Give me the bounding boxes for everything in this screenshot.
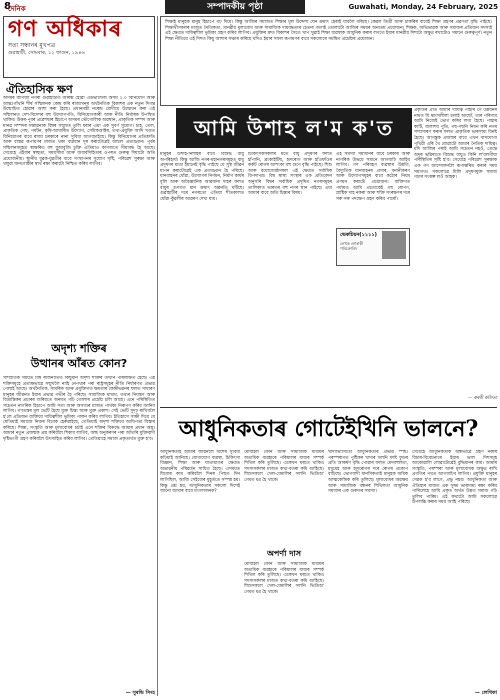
article-column-top: মোবাইল ফোন আৰু সামাজিক মাধ্যমৰ অত্যধিক ব্যৱহাৰে পৰিয়ালৰ মাজৰ সম্পৰ্ক শিথিল কৰি তুলিছে। একেখন ঘৰতে থাকিও সদস্যসকলৰ মাজত কথা-বতৰা কমি আহিছে। শিশুসকলে খেল-ধেমালিৰ সলনি ভিডিঅ' গেমত মগ্ন হৈ থাকে। [244,450,324,483]
article-end-mark: — লেখিকা [474,690,497,696]
page-number: 8 [4,1,11,12]
article-title: আধুনিকতাৰ গোটেইখিনি ভালনে? [178,416,479,442]
byline-subtext: লেখক এগৰাকী পৰিৱেশবিদ [340,241,364,251]
left-headline-line1: অদৃশ্য শক্তিৰ [51,342,107,355]
masthead-title: গণ অধিকাৰ [8,16,123,42]
article-column: সেয়েহে আধুনিকতাক অন্ধভাৱে গ্ৰহণ নকৰি বিচাৰ-বিবেচনাৰে ইয়াৰ ভাল দিশসমূহ আকোৱালি লোৱাটোৱেই বুদ্ধিমানৰ কাম। আমাৰ সংস্কৃতি, পৰম্পৰা আৰু মূল্যবোধক অক্ষুণ্ণ ৰাখি প্ৰগতিৰ পথত আগবাঢ়িব লাগিব। প্ৰযুক্তি মানুহৰ সেৱক হ'ব লাগে, প্ৰভু নহয়। আধুনিকতা আৰু ঐতিহ্যৰ মাজত এক সুষম ভাৰসাম্য ৰক্ষা কৰিব পাৰিলেহে আমি প্ৰকৃত অৰ্থত উন্নত সমাজ গঢ়ি তুলিব পাৰিম। এই কথাটো আমি সকলোৱে উপলব্ধি কৰাৰ সময় আহি পৰিছে। [412,450,497,506]
left-article-body: সাম্প্ৰতিক সময়ত বিশ্ব ৰাজনীতিত কিছুমান অদৃশ্য শক্তিৰ উত্থান পৰিলক্ষিত হৈছে। এই শক্তিসমূহে প্ৰত্যক্ষভাৱে সন্মুখলৈ নাহি নেপথ্যৰ পৰা ৰাষ্ট্ৰসমূহৰ নীতি নিৰ্ধাৰণত প্ৰভাৱ পেলাই আছে। অৰ্থনৈতিক, সামৰিক আৰু প্ৰযুক্তিগত ক্ষমতাৰ কেন্দ্ৰীভৱনৰ ফলত সাধাৰণ মানুহৰ জীৱনত ইয়াৰ প্ৰভাৱ গভীৰ হৈ পৰিছে। সামাজিক মাধ্যম, তথ্যৰ নিয়ন্ত্ৰণ আৰু বিভ্ৰান্তিকৰ প্ৰচাৰৰ জৰিয়তে জনমত গঢ়ি তোলাৰ প্ৰচেষ্টা চলি আছে। এনে পৰিস্থিতিত সচেতন নাগৰিক হিচাপে আমি সত্য আৰু অসত্যৰ মাজত পাৰ্থক্য নিৰূপণ কৰিব জানিব লাগিব। গণতন্ত্ৰৰ মূল ভেটি হৈছে মুক্ত চিন্তা আৰু মুক্ত প্ৰকাশ। সেই ভেটি সুদৃঢ় ৰাখিবলৈ হ'লে প্ৰতিজন ব্যক্তিয়ে দায়িত্বশীল ভূমিকা পালন কৰিব লাগিব। ইতিহাসে সাক্ষী দিয়ে যে যেতিয়াই সমাজে নিজৰ বিবেক হেৰুৱাইছে, তেতিয়াই অদৃশ্য শক্তিয়ে আধিপত্য বিস্তাৰ কৰিছে। শিক্ষা, সংস্কৃতি আৰু মূল্যবোধৰ চৰ্চাই এনে শক্তিৰ বিৰুদ্ধে আমাৰ প্ৰধান অস্ত্ৰ। আমাৰ নতুন প্ৰজন্মক প্ৰশ্ন কৰিবলৈ শিকাব লাগিব, অন্ধ অনুকৰণৰ পৰা আঁতৰি যুক্তিবাদী দৃষ্টিভংগী গ্ৰহণ কৰিবলৈ উৎসাহিত কৰিব লাগিব। তেতিয়াহে সমাজ প্ৰকৃতাৰ্থত মুক্ত হ'ব। [3,376,155,442]
masthead-info: গুৱাহাটী, সোমবাৰ, ১২ ফাগুন, ১৯৪৬ [8,50,85,56]
masthead-daily: দৈনিক [8,5,26,13]
date-line: Guwahati, Monday, 24 February, 2025 [348,3,498,11]
history-column-title: ঐতিহাসিক ক্ষণ [6,83,73,96]
history-column-body: অসমৰ বাণিজ্য নগৰী গুৱাহাটীত আৰম্ভ হোৱা এডভান্টেজ অসম ২.০ বিনিয়োগ আৰু আন্তঃগাঁথনি শীৰ্ষ সন্মিলনক কেন্দ্ৰ কৰি ৰাজ্যখনৰ অৰ্থনৈতিক বিকাশৰ এক নতুন দিগন্ত উন্মোচিত হোৱাৰ আশা কৰা হৈছে। প্ৰধানমন্ত্ৰী নৰেন্দ্ৰ মোদীয়ে উদ্বোধন কৰা এই সন্মিলনত দেশ-বিদেশৰ বহু উদ্যোগপতি, বিনিয়োগকাৰী আৰু নীতি নিৰ্ধাৰক উপস্থিত থাকিব। উত্তৰ-পূবৰ প্ৰৱেশদ্বাৰ হিচাপে অসমৰ ভৌগোলিক অৱস্থান, প্ৰাকৃতিক সম্পদ আৰু মানৱ সম্পদৰ সম্ভাৱনাক বিশ্বৰ সন্মুখত তুলি ধৰাৰ এয়া এক সুবৰ্ণ সুযোগ। চাহ, তেল, প্ৰাকৃতিক গেছ, পৰ্যটন, কৃষি-আধাৰিত উদ্যোগ, সেমিকণ্ডাক্টৰ, তথ্য-প্ৰযুক্তি আদি খণ্ডত বিনিয়োগৰ বাবে ৰাজ্য চৰকাৰে নানা সুবিধা আগবঢ়াইছে। কিন্তু বিনিয়োগৰ প্ৰতিশ্ৰুতি আৰু বাস্তৱ ৰূপায়ণৰ মাজত থকা ব্যৱধান দূৰ কৰাটোৱেই আচল প্ৰত্যাহ্বান। পূৰ্বৰ সন্মিলনসমূহত স্বাক্ষৰিত বহু বুজাবুজি চুক্তি এতিয়াও কাগজতে সীমাবদ্ধ হৈ আছে। সেয়েহে এইবাৰ স্বচ্ছতা, সময়সীমা আৰু জবাবদিহিতাৰ ওপৰত গুৰুত্ব দিয়াটো অতি প্ৰয়োজনীয়। স্থানীয় যুৱক-যুৱতীৰ বাবে সংস্থাপনৰ সুযোগ সৃষ্টি, পৰিৱেশ সুৰক্ষা আৰু থলুৱা জনগোষ্ঠীৰ স্বাৰ্থ ৰক্ষা কৰাটো নিশ্চিত কৰিব লাগিব। [3,96,155,167]
article-column: আধুনিকতাই আমাৰ জীৱনলৈ অশেষ সুবিধা কঢ়িয়াই আনিছে। যোগাযোগ ব্যৱস্থা, চিকিৎসা বিজ্ঞান, শিক্ষা আৰু যাতায়াতৰ ক্ষেত্ৰত অভাৱনীয় পৰিৱৰ্তন সাধিত হৈছে। এসময়ত যিবোৰ কাম কৰিবলৈ দিনৰ পিছত দিন লাগিছিল, আজি সেইবোৰ মুহূৰ্ততে সম্পন্ন হয়। কিন্তু প্ৰশ্ন হয়, আধুনিকতাৰ সকলো দিশেই জানো আমাৰ বাবে মংগলজনক? [160,450,240,495]
left-headline-line2: উত্থানৰ আঁৰত কোন? [30,357,128,370]
article-signoff: — কৰবী কলিতা [467,396,497,401]
section-rule [160,407,497,408]
left-article-author: — সুৰভি সিংহ [125,690,155,696]
column-divider [157,16,158,696]
author-photo [382,231,406,259]
article-title: আমি উশাহ ল'ম ক'ত [193,116,395,140]
article-column: খাদ্যাভ্যাসতো আধুনিকতাৰ প্ৰভাৱ স্পষ্ট। পৰম্পৰাগত পুষ্টিকৰ খাদ্যৰ সলনি ফাষ্ট ফুডৰ প্ৰতি আকৰ্ষণ বৃদ্ধি পোৱাৰ ফলত মেদবহুলতা, মধুমেহ আৰু হৃদৰোগৰ দৰে ৰোগৰ প্ৰকোপ বাঢ়িছে। ভোগবাদী মানসিকতাই মানুহক অধিক আত্মকেন্দ্ৰিক কৰি তুলিছে। মূল্যবোধৰ অৱক্ষয় আৰু সামাজিক বন্ধনৰ শিথিলতা আধুনিক সমাজৰ এক গুৰুতৰ সমস্যা। [328,450,408,495]
article-column: চিকিৎসকসকলৰ মতে বায়ু প্ৰদূষণৰ ফলত হাঁপানি, ব্ৰংকাইটিছ, হৃদৰোগ আৰু হাঁওফাঁওৰ কৰ্কট ৰোগৰ আশংকা বহু গুণে বৃদ্ধি পাইছে। শিশু আৰু বয়োজ্যেষ্ঠসকল এই ক্ষেত্ৰত সৰ্বাধিক বিপদাপন্ন। বিশ্ব স্বাস্থ্য সংস্থাৰ এক প্ৰতিবেদন অনুসৰি বিশ্বৰ সৰ্বাধিক প্ৰদূষিত নগৰসমূহৰ তালিকাত ভাৰতৰ বহু নগৰ স্থান পাইছে। এয়া আমাৰ বাবে অতি চিন্তাৰ বিষয়। [248,152,332,197]
article-column: প্ৰকৃতিৰ প্ৰতি আমাৰ দায়িত্ব পাহৰি গৈ উন্নয়নৰ নামত যি ধ্বংসলীলা চলাই আছোঁ, তাৰ পৰিণাম আমি নিজেই ভোগ কৰিব লগা হৈছে। পাহাৰ কাটি, জলাশয় পুতি, গছ-গছনি নিধন কৰি নগৰ সম্প্ৰসাৰণ কৰাৰ ফলত প্ৰাকৃতিক ভাৰসাম্য বিনষ্ট হৈছে। আগন্তুক প্ৰজন্মৰ বাবে এখন বাসযোগ্য পৃথিৱী এৰি থৈ যোৱাটো আমাৰ নৈতিক দায়িত্ব। যদি আজিৰ পৰাই আমি সচেতন নহওঁ, তেন্তে অদূৰ ভৱিষ্যতে বিশুদ্ধ বায়ুও কিনি ল'বলগীয়া পৰিস্থিতিৰ সৃষ্টি হ'ব। সেয়েহে পৰিৱেশ সুৰক্ষাক এক গণ আন্দোলনলৈ ৰূপান্তৰিত কৰাৰ সময় সমাগত। সকলোৱে মিলি প্ৰদূষণমুক্ত সমাজ গঢ়াৰ সংকল্প লওঁ আহক। [414,108,497,181]
lead-paragraph: শিক্ষাই মানুহক মানুহ হিচাপে গঢ় দিয়ে। কিন্তু আজিৰ সমাজত শিক্ষাৰ মূল উদ্দেশ্য যেন ক্ৰমাৎ হেৰাই যাবলৈ ধৰিছে। কেৱল ডিগ্ৰী আৰু চাকৰিৰ বাবেই শিক্ষা গ্ৰহণৰ প্ৰৱণতা বৃদ্ধি পাইছে। শিক্ষাৰ্থীসকলৰ মাজত নৈতিকতা, মানৱীয় মূল্যবোধ আৰু সামাজিক দায়বদ্ধতাৰ চেতনা জগাই তোলাটো আজিৰ সময়ৰ অন্যতম প্ৰয়োজন। শিক্ষক, অভিভাৱক আৰু সমাজৰ প্ৰতিজন সদস্যই এই ক্ষেত্ৰত দায়িত্বশীল ভূমিকা গ্ৰহণ কৰিব লাগিব। প্ৰযুক্তিৰ দ্ৰুত বিকাশৰ সৈতে খাপ খুৱাই শিক্ষা ব্যৱস্থাক আধুনিক কৰাৰ লগতে ইয়াৰ মানৱীয় দিশটো অক্ষুণ্ণ ৰখাটোও সমানে গুৰুত্বপূৰ্ণ। নতুন শিক্ষা নীতিয়ে এই দিশত কিছু আশাৰ সঞ্চাৰ কৰিছে যদিও ইয়াৰ সফল ৰূপায়ণৰ বাবে সকলোৰে সমন্বিত প্ৰচেষ্টাৰ প্ৰয়োজন। [160,16,497,106]
article-column: এই সমস্যা সমাধানৰ বাবে চৰকাৰ আৰু নাগৰিক উভয়ে সমানে আগবাঢ়ি আহিব লাগিব। গণ পৰিবহণ ব্যৱস্থাৰ উন্নতি, বৈদ্যুতিক যানবাহনৰ প্ৰসাৰ, বনানীকৰণ আৰু উদ্যোগসমূহৰ বাবে কঠোৰ নিয়ম প্ৰণয়ন কৰাটো প্ৰয়োজন। ব্যক্তিগত পৰ্যায়ত আমি প্ৰত্যেকেই গছ ৰোপণ, প্লাষ্টিক দাহ নকৰা আৰু শক্তি সংৰক্ষণৰ দৰে সৰু সৰু পদক্ষেপ গ্ৰহণ কৰিব পাৰোঁ। [336,152,410,202]
article-author: অপৰ্ণা দাস [266,549,302,558]
byline-label: ভেকচিয়ন(১১১১) [340,232,377,238]
article-column: মানুহৰ উশাহ-নিশাহৰ বাবে বিশুদ্ধ বায়ু অপৰিহাৰ্য। কিন্তু আজি নগৰ-মহানগৰসমূহত বায়ু প্ৰদূষণৰ মাত্ৰা ইমানেই বৃদ্ধি পাইছে যে সুস্থ জীৱন যাপন কৰাটোৱেই এক প্ৰত্যাহ্বান হৈ পৰিছে। যানবাহনৰ ধোঁৱা, উদ্যোগৰ নিৰ্গমন, নিৰ্মাণ কাৰ্যৰ ধূলি আৰু অবৈজ্ঞানিক আৱৰ্জনা দাহৰ ফলত বায়ুৰ গুণগত মান ক্ৰমাৎ অৱনতি ঘটিছে। গুৱাহাটীৰ দৰে নগৰতো এতিয়া শীতকালত ধোঁৱা-কুঁৱলীৰ আৱৰণ দেখা যায়। [160,152,244,202]
masthead-tagline: সত্য সন্ধানৰ মুখপত্ৰ [8,42,56,49]
article-column: মোবাইল ফোন আৰু সামাজিক মাধ্যমৰ অত্যধিক ব্যৱহাৰে পৰিয়ালৰ মাজৰ সম্পৰ্ক শিথিল কৰি তুলিছে। একেখন ঘৰতে থাকিও সদস্যসকলৰ মাজত কথা-বতৰা কমি আহিছে। শিশুসকলে খেল-ধেমালিৰ সলনি ভিডিঅ' গেমত মগ্ন হৈ থাকে। [244,562,324,595]
section-title: সম্পাদকীয় পৃষ্ঠা [165,0,305,14]
